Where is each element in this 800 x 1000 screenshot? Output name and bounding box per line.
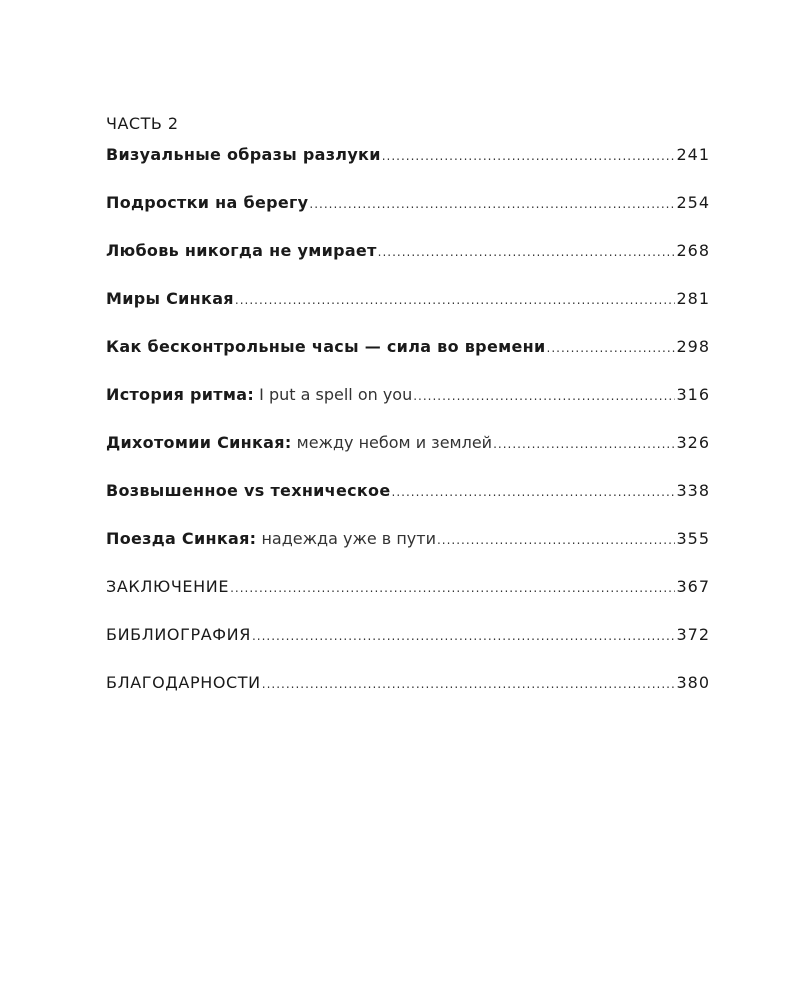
toc-section-page: 372 bbox=[676, 625, 710, 644]
toc-entry-title-bold: Как бесконтрольные часы — сила во времени bbox=[106, 337, 546, 356]
toc-entry-page: 316 bbox=[676, 385, 710, 404]
toc-section-page: 367 bbox=[676, 577, 710, 596]
toc-entry-title bbox=[106, 193, 308, 212]
toc-entry-title-bold: Визуальные образы разлуки bbox=[106, 145, 381, 164]
dot-leader bbox=[252, 629, 676, 643]
dot-leader bbox=[235, 293, 676, 307]
toc-entry-title-bold: Возвышенное vs техническое bbox=[106, 481, 391, 500]
toc-entry-title-light: надежда уже в пути bbox=[256, 529, 436, 548]
toc-section-title bbox=[106, 673, 261, 692]
toc-entry-4[interactable] bbox=[106, 289, 710, 337]
dot-leader bbox=[437, 533, 675, 547]
toc-section-title-text: БИБЛИОГРАФИЯ bbox=[106, 625, 251, 644]
toc-entry-9[interactable] bbox=[106, 529, 710, 577]
toc-entry-title-bold: Поезда Синкая: bbox=[106, 529, 257, 548]
toc-entry-title-light: I put a spell on you bbox=[254, 385, 413, 404]
toc-entry-title bbox=[106, 529, 436, 548]
toc-entry-page: 268 bbox=[676, 241, 710, 260]
dot-leader bbox=[392, 485, 676, 499]
dot-leader bbox=[309, 197, 675, 211]
toc-entry-title-bold: Миры Синкая bbox=[106, 289, 234, 308]
toc-entry-2[interactable] bbox=[106, 193, 710, 241]
toc-entry-1[interactable] bbox=[106, 145, 710, 193]
toc-section-title bbox=[106, 625, 251, 644]
dot-leader bbox=[382, 149, 676, 163]
toc-entry-page: 241 bbox=[676, 145, 710, 164]
dot-leader bbox=[413, 389, 675, 403]
toc-section-bibliography[interactable] bbox=[106, 625, 710, 673]
dot-leader bbox=[378, 245, 676, 259]
toc-entry-title-bold: История ритма: bbox=[106, 385, 255, 404]
toc-entry-page: 326 bbox=[676, 433, 710, 452]
toc-section-conclusion[interactable] bbox=[106, 577, 710, 625]
dot-leader bbox=[493, 437, 675, 451]
toc-entry-5[interactable] bbox=[106, 337, 710, 385]
toc-entry-page: 254 bbox=[676, 193, 710, 212]
toc-entry-title-bold: Дихотомии Синкая: bbox=[106, 433, 292, 452]
toc-entry-page: 298 bbox=[676, 337, 710, 356]
toc-entry-title bbox=[106, 481, 391, 500]
toc-entry-3[interactable] bbox=[106, 241, 710, 289]
toc-entry-title bbox=[106, 433, 492, 452]
toc-entry-7[interactable] bbox=[106, 433, 710, 481]
toc-section-title-text: ЗАКЛЮЧЕНИЕ bbox=[106, 577, 230, 596]
toc-entry-title bbox=[106, 145, 381, 164]
table-of-contents bbox=[106, 145, 710, 721]
toc-entry-title-bold: Любовь никогда не умирает bbox=[106, 241, 377, 260]
dot-leader bbox=[262, 677, 676, 691]
toc-entry-6[interactable] bbox=[106, 385, 710, 433]
toc-entry-title bbox=[106, 289, 234, 308]
toc-entry-page: 338 bbox=[676, 481, 710, 500]
toc-section-title bbox=[106, 577, 229, 596]
toc-entry-8[interactable] bbox=[106, 481, 710, 529]
toc-entry-title bbox=[106, 337, 546, 356]
dot-leader bbox=[230, 581, 675, 595]
toc-section-title-text: БЛАГОДАРНОСТИ bbox=[106, 673, 261, 692]
toc-entry-title-bold: Подростки на берегу bbox=[106, 193, 309, 212]
toc-entry-page: 355 bbox=[676, 529, 710, 548]
part-heading: ЧАСТЬ 2 bbox=[106, 114, 179, 133]
toc-entry-page: 281 bbox=[676, 289, 710, 308]
dot-leader bbox=[547, 341, 676, 355]
toc-entry-title-light: между небом и землей bbox=[291, 433, 493, 452]
toc-section-page: 380 bbox=[676, 673, 710, 692]
toc-section-acknowledgements[interactable] bbox=[106, 673, 710, 721]
toc-entry-title bbox=[106, 241, 377, 260]
toc-entry-title bbox=[106, 385, 412, 404]
